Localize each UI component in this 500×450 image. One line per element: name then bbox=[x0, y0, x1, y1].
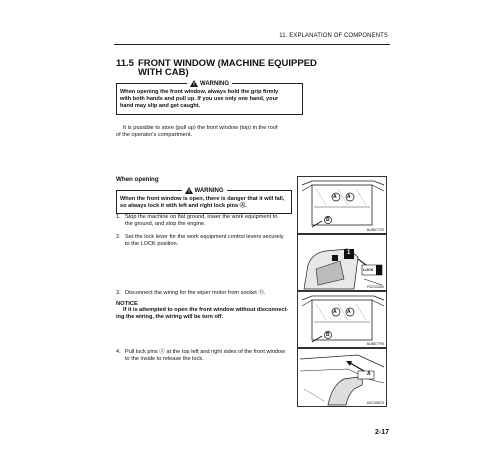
step-2-line2: to the LOCK position. bbox=[125, 241, 179, 248]
fig3-callout-b: B bbox=[326, 332, 330, 338]
section-title bbox=[116, 59, 317, 77]
step-3-line1: Disconnect the wiring for the wiper motor from socket Ⓑ. bbox=[125, 290, 266, 296]
step-2 bbox=[116, 234, 296, 248]
warning1-line3: hand may slip and get caught. bbox=[120, 103, 201, 110]
warning-label-2: WARNING bbox=[194, 187, 224, 194]
notice-line2: ing the wiring, the wiring will be torn off. bbox=[116, 314, 224, 321]
step-4-number: 4. bbox=[116, 349, 121, 355]
fig1-code: AUB07720 bbox=[366, 228, 384, 232]
fig2-callout-1: 1 bbox=[347, 250, 351, 256]
step-1-line1: Stop the machine on flat ground, lower the work equipment to bbox=[125, 214, 278, 220]
figure-lock-lever bbox=[297, 234, 387, 291]
warning-triangle-icon bbox=[185, 187, 193, 194]
front-window-illustration bbox=[298, 177, 386, 233]
warning-triangle-icon bbox=[190, 80, 198, 87]
wiper-socket-illustration bbox=[298, 292, 386, 347]
step-4-line1: Pull lock pins Ⓐ at the top left and right sides of the front window bbox=[125, 349, 286, 355]
fig1-callout-b: B bbox=[326, 217, 330, 223]
warning-header-1 bbox=[116, 80, 303, 87]
fig3-code: AUB07790 bbox=[366, 342, 384, 346]
section-number: 11.5 bbox=[116, 58, 134, 69]
warning1-line1: When opening the front window, always hold the grip firmly bbox=[120, 89, 279, 95]
section-title-line2: WITH CAB) bbox=[138, 67, 189, 78]
fig1-callout-a2: A bbox=[347, 194, 351, 200]
step-3-number: 3. bbox=[116, 290, 121, 296]
when-opening-heading: When opening bbox=[116, 176, 159, 183]
warning-label-1: WARNING bbox=[200, 80, 229, 87]
warning2-line2: so always lock it with left and right lock pins Ⓐ. bbox=[120, 203, 247, 210]
page-number: 2-17 bbox=[374, 429, 389, 436]
intro-line2: of the operator's compartment. bbox=[116, 132, 192, 139]
fig1-callout-a: A bbox=[333, 194, 337, 200]
header-rule bbox=[114, 44, 390, 45]
warning2-line1: When the front window is open, there is danger that it will fall, bbox=[120, 196, 285, 202]
lock-lever-illustration bbox=[298, 235, 386, 290]
step-4 bbox=[116, 349, 301, 363]
warning-block-2 bbox=[116, 187, 292, 214]
fig2-code: RZ213300 bbox=[367, 285, 384, 289]
notice-block bbox=[116, 301, 301, 321]
step-2-line1: Set the lock lever for the work equipment control levers securely bbox=[125, 234, 284, 240]
step-2-number: 2. bbox=[116, 234, 121, 240]
intro-paragraph bbox=[116, 125, 316, 139]
step-3 bbox=[116, 290, 296, 297]
step-1 bbox=[116, 214, 296, 228]
warning-text-1 bbox=[116, 87, 303, 115]
fig3-callout-a2: A bbox=[347, 309, 351, 315]
fig3-callout-a: A bbox=[333, 309, 337, 315]
figure-wiper-socket bbox=[297, 291, 387, 348]
notice-line1: If it is attempted to open the front window without disconnect- bbox=[123, 307, 289, 313]
lock-pin-illustration bbox=[298, 349, 386, 406]
figure-front-window-pins bbox=[297, 176, 387, 234]
intro-line1: It is possible to store (pull up) the front window (top) in the roof bbox=[123, 125, 278, 131]
notice-heading: NOTICE bbox=[116, 301, 138, 307]
warning-header-2 bbox=[116, 187, 292, 194]
fig4-code: AXC00670 bbox=[366, 401, 384, 405]
section-title-line1: FRONT WINDOW (MACHINE EQUIPPED bbox=[138, 58, 317, 69]
fig4-callout-a: A bbox=[367, 371, 371, 377]
warning1-line2: with both hands and pull up. If you use only one hand, your bbox=[120, 96, 279, 103]
figure-lock-pin-release bbox=[297, 348, 387, 407]
warning-text-2 bbox=[116, 194, 292, 214]
step-4-line2: to the inside to release the lock. bbox=[125, 356, 204, 363]
running-header: 11. EXPLANATION OF COMPONENTS bbox=[279, 33, 388, 39]
fig2-lock-label: LOCK bbox=[363, 268, 374, 272]
warning-block-1 bbox=[116, 80, 303, 115]
step-1-number: 1. bbox=[116, 214, 121, 220]
step-1-line2: the ground, and stop the engine. bbox=[125, 221, 206, 228]
